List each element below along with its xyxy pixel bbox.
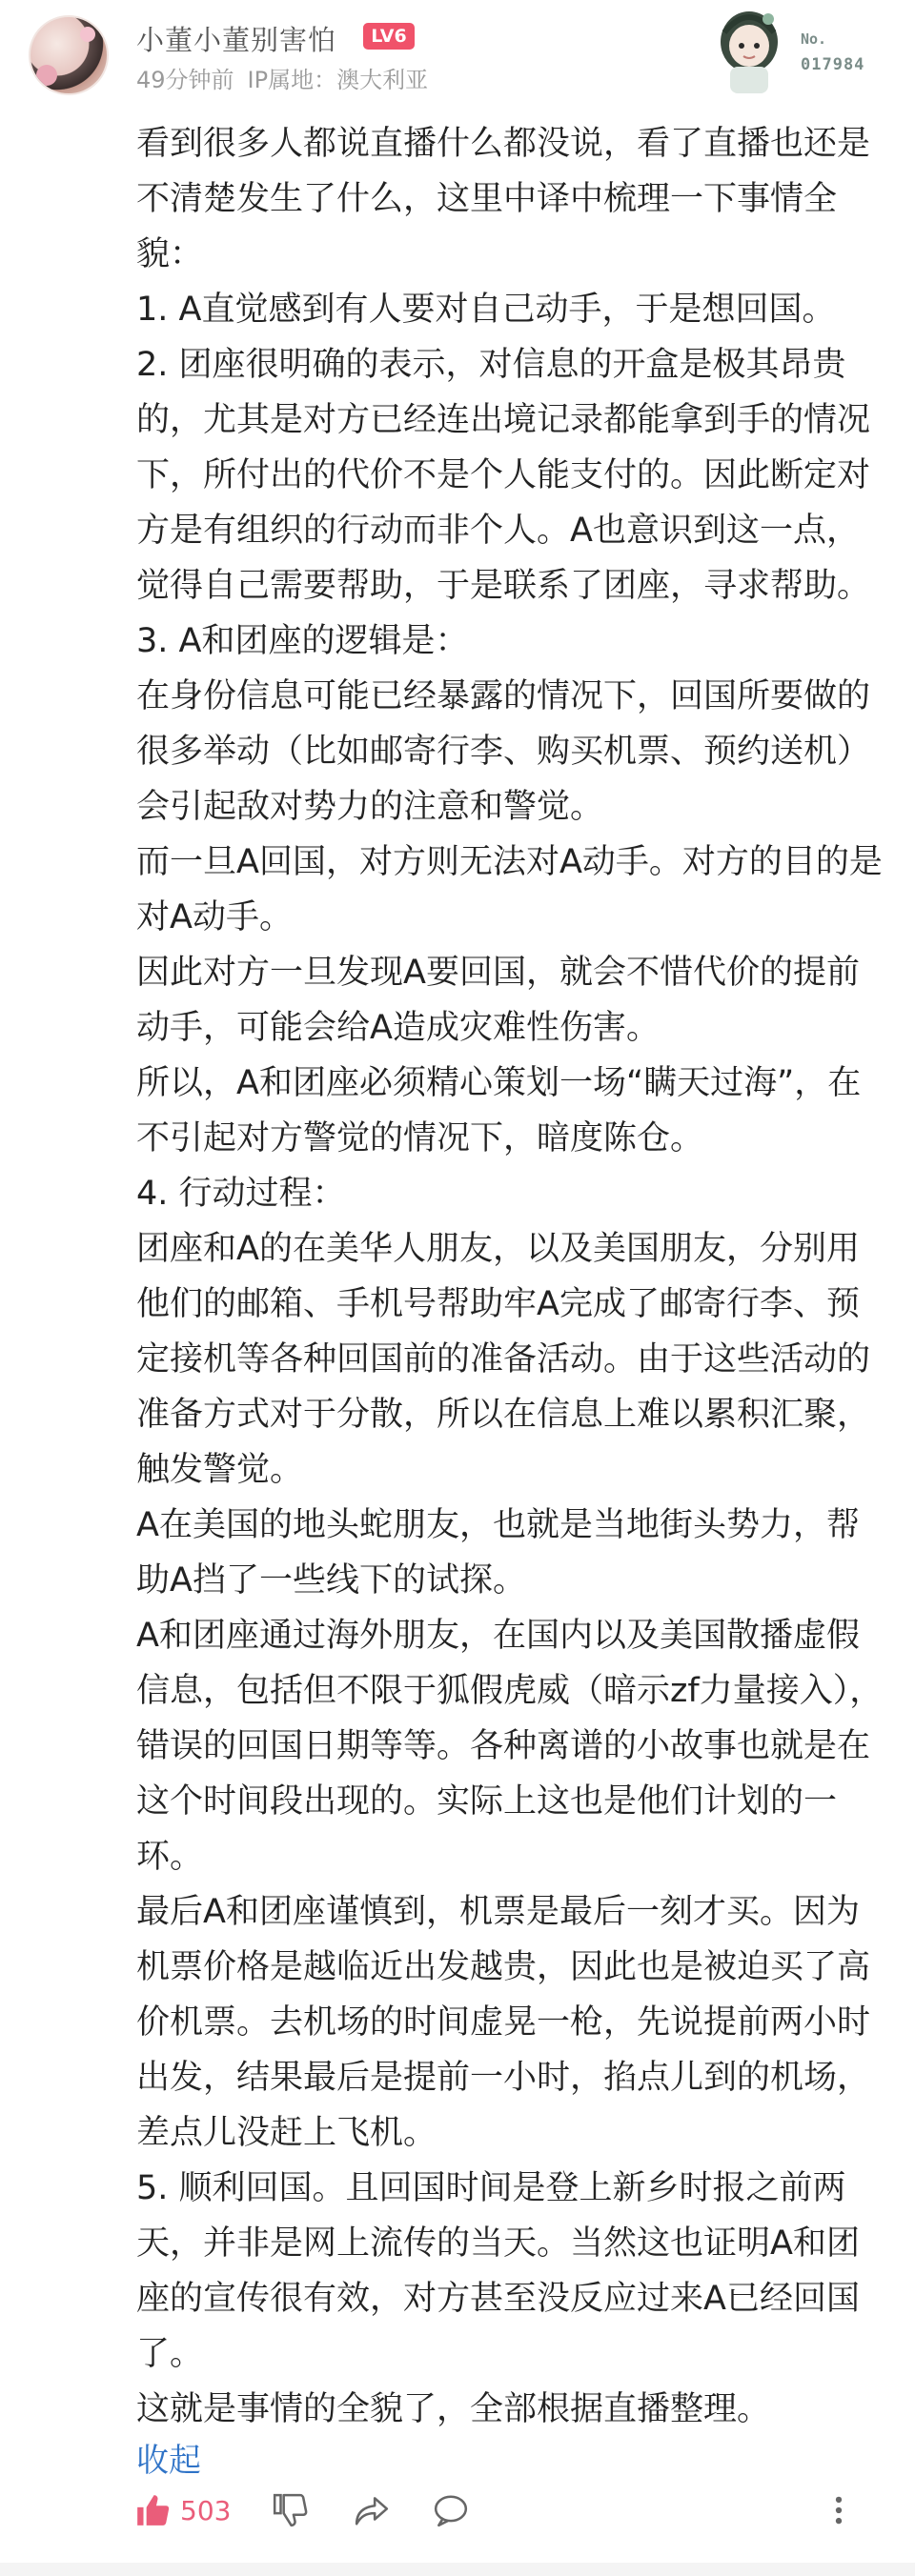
content-paragraph: 3. A和团座的逻辑是： [136, 622, 469, 660]
thumbs-down-icon [272, 2492, 308, 2528]
content-paragraph: 2. 团座很明确的表示，对信息的开盒是极其昂贵的，尤其是对方已经连出境记录都能拿到手的情况下，所付出的代价不是个人能支付的。因此断定对方是有组织的行动而非个人。A也意识到这一点，觉得自己需要帮助，于是联系了团座，寻求帮助。 [136, 346, 871, 605]
character-icon [705, 4, 793, 95]
content-paragraph: 因此对方一旦发现A要回国，就会不惜代价的提前动手，可能会给A造成灾难性伤害。 [136, 954, 860, 1047]
content-paragraph: A和团座通过海外朋友，在国内以及美国散播虚假信息，包括但不限于狐假虎威（暗示zf力量接入），错误的回国日期等等。各种离谱的小故事也就是在这个时间段出现的。实际上这也是他们计划的一环。 [136, 1617, 884, 1876]
avatar-flower-decoration [36, 65, 57, 86]
bottom-divider [0, 2563, 915, 2576]
content-paragraph: 4. 行动过程： [136, 1175, 346, 1213]
like-button[interactable] [134, 2488, 231, 2532]
content-paragraph: 团座和A的在美华人朋友，以及美国朋友，分别用他们的邮箱、手机号帮助牢A完成了邮寄行李、预定接机等各种回国前的准备活动。由于这些活动的准备方式对于分散，所以在信息上难以累积汇聚，触发警觉。 [136, 1230, 871, 1489]
content-paragraph: 这就是事情的全貌了，全部根据直播整理。 [136, 2390, 771, 2428]
post-header [0, 0, 915, 105]
content-paragraph: 而一旦A回国，对方则无法对A动手。对方的目的是对A动手。 [136, 843, 883, 936]
content-paragraph: A在美国的地头蛇朋友，也就是当地街头势力，帮助A挡了一些线下的试探。 [136, 1506, 860, 1600]
more-button[interactable] [829, 2488, 848, 2532]
like-count: 503 [180, 2494, 232, 2526]
content-paragraph: 1. A直觉感到有人要对自己动手，于是想回国。 [136, 291, 836, 329]
avatar[interactable] [29, 15, 109, 95]
ip-location: IP属地：澳大利亚 [247, 67, 429, 93]
badge-number: 017984 [801, 55, 865, 74]
more-icon [829, 2492, 848, 2528]
avatar-flower-decoration [80, 27, 95, 42]
post-meta [136, 61, 441, 94]
comment-icon [432, 2492, 470, 2528]
content-paragraph: 在身份信息可能已经暴露的情况下，回国所要做的很多举动（比如邮寄行李、购买机票、预约送机）会引起敌对势力的注意和警觉。 [136, 677, 871, 826]
collapse-link[interactable]: 收起 [136, 2442, 201, 2480]
content-paragraph: 最后A和团座谨慎到，机票是最后一刻才买。因为机票价格是越临近出发越贵，因此也是被迫买了高价机票。去机场的时间虚晃一枪，先说提前两小时出发，结果最后是提前一小时，掐点儿到的机场，差点儿没赶上飞机。 [136, 1893, 871, 2152]
post-content [136, 116, 889, 2437]
action-bar [0, 2477, 915, 2544]
content-paragraph: 5. 顺利回国。且回国时间是登上新乡时报之前两天，并非是网上流传的当天。当然这也证明A和团座的宣传很有效，对方甚至没反应过来A已经回国了。 [136, 2169, 860, 2373]
thumbs-up-icon [134, 2492, 171, 2528]
fan-badge[interactable] [705, 4, 896, 95]
share-icon [353, 2492, 391, 2528]
dislike-button[interactable] [272, 2488, 308, 2532]
level-badge: LV6 [363, 23, 415, 50]
content-paragraph: 看到很多人都说直播什么都没说，看了直播也还是不清楚发生了什么，这里中译中梳理一下事情全貌： [136, 125, 871, 273]
comment-button[interactable] [432, 2488, 470, 2532]
share-button[interactable] [353, 2488, 391, 2532]
username[interactable]: 小董小董别害怕 [136, 24, 337, 56]
content-paragraph: 所以，A和团座必须精心策划一场“瞒天过海”，在不引起对方警觉的情况下，暗度陈仓。 [136, 1064, 862, 1157]
post-time: 49分钟前 [136, 67, 234, 93]
badge-no-label: No. [801, 30, 827, 48]
